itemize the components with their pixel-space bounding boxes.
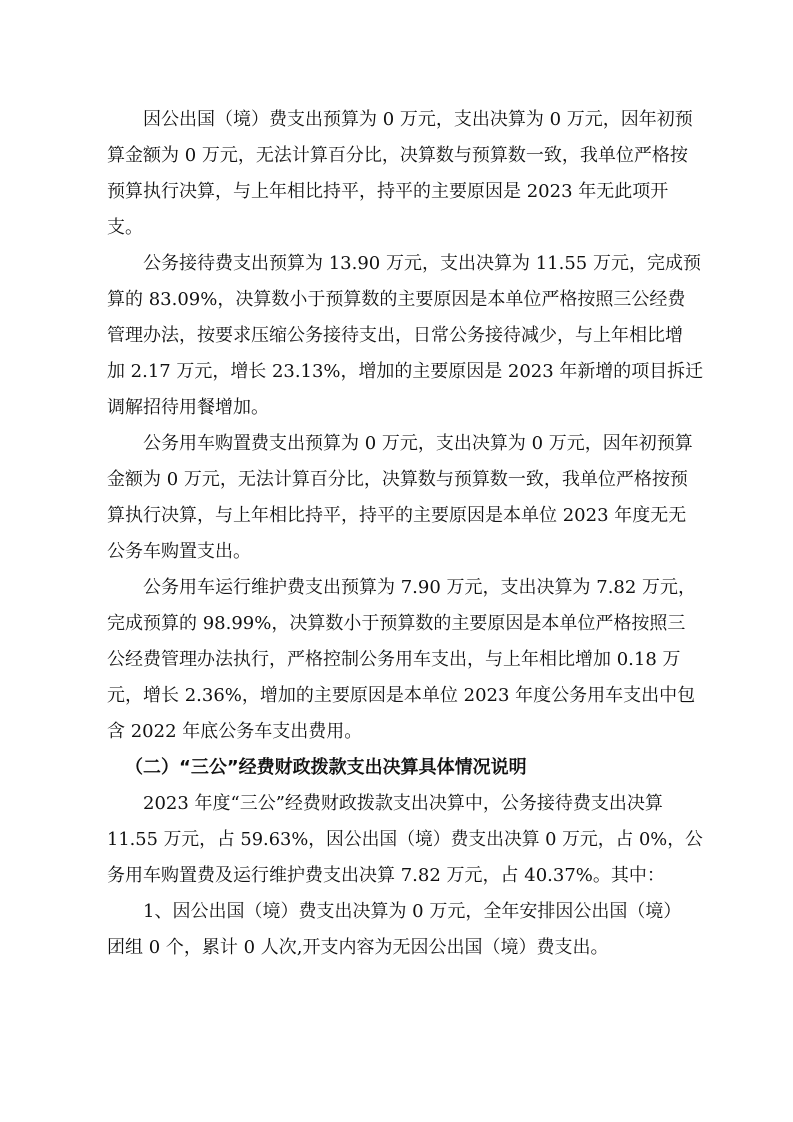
- text-line: 完成预算的 98.99%，决算数小于预算数的主要原因是本单位严格按照三: [107, 613, 686, 634]
- text-line: 预算执行决算，与上年相比持平，持平的主要原因是 2023 年无此项开: [107, 181, 669, 202]
- text-line: 算金额为 0 万元，无法计算百分比，决算数与预算数一致，我单位严格按: [107, 145, 688, 166]
- text-line: 元，增长 2.36%，增加的主要原因是本单位 2023 年度公务用车支出中包: [107, 685, 696, 706]
- text-line: 公经费管理办法执行，严格控制公务用车支出，与上年相比增加 0.18 万: [107, 649, 681, 670]
- text-line: 管理办法，按要求压缩公务接待支出，日常公务接待减少，与上年相比增: [107, 325, 683, 346]
- section-heading: （二）“三公”经费财政拨款支出决算具体情况说明: [125, 757, 527, 778]
- text-line: 算执行决算，与上年相比持平，持平的主要原因是本单位 2023 年度无无: [107, 505, 687, 526]
- text-line: 金额为 0 万元，无法计算百分比，决算数与预算数一致，我单位严格按预: [107, 469, 688, 490]
- text-line: 算的 83.09%，决算数小于预算数的主要原因是本单位严格按照三公经费: [107, 289, 686, 310]
- text-line: 公务车购置支出。: [107, 541, 251, 562]
- text-line: 2023 年度“三公”经费财政拨款支出决算中，公务接待费支出决算: [143, 793, 663, 814]
- text-line: 务用车购置费及运行维护费支出决算 7.82 万元，占 40.37%。其中：: [107, 865, 665, 886]
- text-line: 公务接待费支出预算为 13.90 万元，支出决算为 11.55 万元，完成预: [143, 253, 701, 274]
- text-line: 公务用车购置费支出预算为 0 万元，支出决算为 0 万元，因年初预算: [143, 433, 693, 454]
- text-line: 11.55 万元，占 59.63%，因公出国（境）费支出决算 0 万元，占 0%，公: [107, 829, 703, 850]
- text-line: 调解招待用餐增加。: [107, 397, 269, 418]
- text-line: 1、因公出国（境）费支出决算为 0 万元，全年安排因公出国（境）: [143, 901, 682, 922]
- text-line: 公务用车运行维护费支出预算为 7.90 万元，支出决算为 7.82 万元，: [143, 577, 697, 598]
- text-line: 因公出国（境）费支出预算为 0 万元，支出决算为 0 万元，因年初预: [143, 109, 693, 130]
- text-line: 支。: [107, 217, 143, 238]
- text-line: 含 2022 年底公务车支出费用。: [107, 721, 363, 742]
- text-line: 团组 0 个，累计 0 人次,开支内容为无因公出国（境）费支出。: [107, 937, 609, 958]
- text-line: 加 2.17 万元，增长 23.13%，增加的主要原因是 2023 年新增的项目拆迁: [107, 361, 704, 382]
